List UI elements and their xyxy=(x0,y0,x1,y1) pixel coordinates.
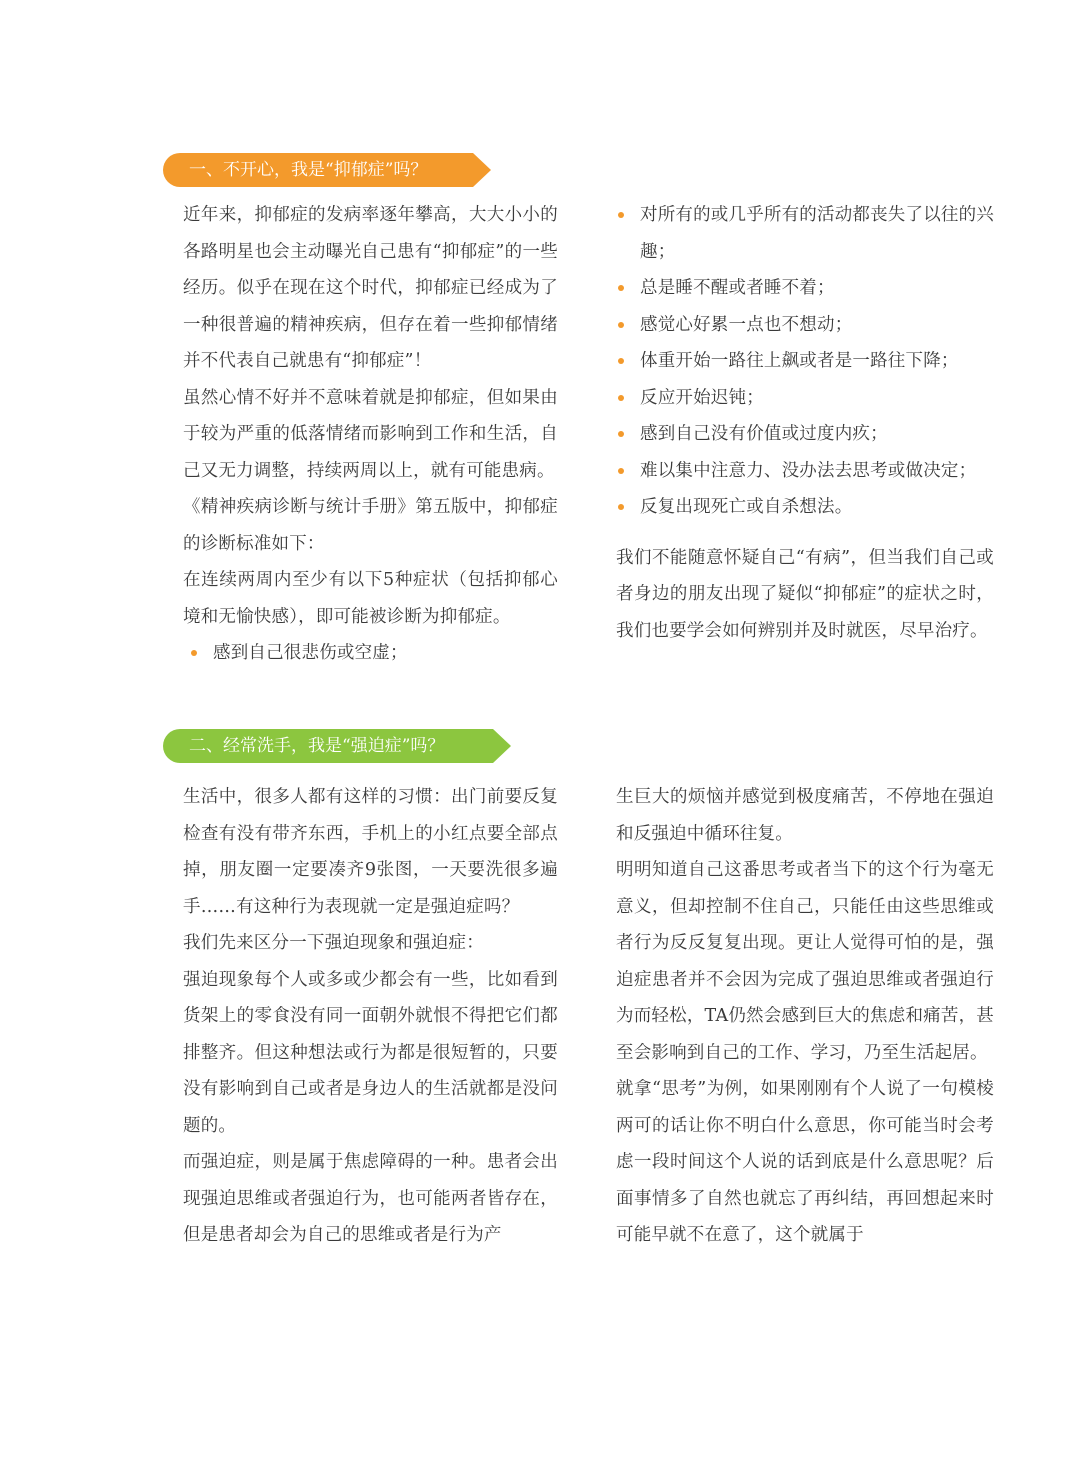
section2-right-paragraph: 就拿“思考”为例，如果刚刚有个人说了一句模棱两可的话让你不明白什么意思，你可能当时会考虑一段时间这个人说的话到底是什么意思呢？后面事情多了自然也就忘了再纠结，再回想起来时可能早就不在意了，这个就属于 xyxy=(616,1079,994,1245)
symptom-list-item xyxy=(616,197,994,270)
section2-right-paragraph: 生巨大的烦恼并感觉到极度痛苦，不停地在强迫和反强迫中循环往复。 xyxy=(616,787,994,844)
bullet-dot-icon xyxy=(618,504,624,510)
symptom-text: 感到自己很悲伤或空虚； xyxy=(213,643,408,663)
section2-right-paragraph: 明明知道自己这番思考或者当下的这个行为毫无意义，但却控制不住自己，只能任由这些思维或者行为反反复复出现。更让人觉得可怕的是，强迫症患者并不会因为完成了强迫思维或者强迫行为而轻松，TA仍然会感到巨大的焦虑和痛苦，甚至会影响到自己的工作、学习，乃至生活起居。 xyxy=(616,860,994,1063)
section1-left-paragraph: 在连续两周内至少有以下5种症状（包括抑郁心境和无愉快感），即可能被诊断为抑郁症。 xyxy=(183,570,558,627)
symptom-text: 总是睡不醒或者睡不着； xyxy=(640,278,835,298)
symptom-list-item xyxy=(616,343,994,380)
section1-left-symptom-list xyxy=(189,635,558,672)
section1-left-paragraph: 近年来，抑郁症的发病率逐年攀高，大大小小的各路明星也会主动曝光自己患有“抑郁症”的一些经历。似乎在现在这个时代，抑郁症已经成为了一种很普遍的精神疾病，但存在着一些抑郁情绪并不代表自己就患有“抑郁症”！ xyxy=(183,205,558,371)
section2-left-paragraph: 强迫现象每个人或多或少都会有一些，比如看到货架上的零食没有同一面朝外就恨不得把它们都排整齐。但这种想法或行为都是很短暂的，只要没有影响到自己或者是身边人的生活就都是没问题的。 xyxy=(183,969,558,1136)
section2-right-column xyxy=(616,779,994,1254)
bullet-dot-icon xyxy=(618,212,624,218)
section2-left-paragraph: 而强迫症，则是属于焦虑障碍的一种。患者会出现强迫思维或者强迫行为，也可能两者皆存在，但是患者却会为自己的思维或者是行为产 xyxy=(183,1152,558,1245)
symptom-list-item xyxy=(616,416,994,453)
symptom-list-item xyxy=(616,270,994,307)
symptom-list-item xyxy=(616,489,994,526)
symptom-text: 难以集中注意力、没办法去思考或做决定； xyxy=(640,460,977,481)
symptom-text: 反复出现死亡或自杀想法。 xyxy=(640,497,853,517)
symptom-list-item xyxy=(189,635,558,672)
bullet-dot-icon xyxy=(191,650,197,656)
symptom-list-item xyxy=(616,380,994,417)
symptom-list-item xyxy=(616,453,994,490)
bullet-dot-icon xyxy=(618,468,624,474)
section2-left-paragraph: 我们先来区分一下强迫现象和强迫症： xyxy=(183,933,484,953)
bullet-dot-icon xyxy=(618,322,624,328)
symptom-text: 反应开始迟钝； xyxy=(640,387,764,408)
section1-left-paragraph: 《精神疾病诊断与统计手册》第五版中，抑郁症的诊断标准如下： xyxy=(183,497,558,554)
bullet-dot-icon xyxy=(618,395,624,401)
section2-title-banner xyxy=(163,729,493,763)
section1-right-symptom-list xyxy=(616,197,994,526)
bullet-dot-icon xyxy=(618,358,624,364)
section1-left-paragraph: 虽然心情不好并不意味着就是抑郁症，但如果由于较为严重的低落情绪而影响到工作和生活，自己又无力调整，持续两周以上，就有可能患病。 xyxy=(183,387,558,481)
symptom-list-item xyxy=(616,307,994,344)
section2-left-column xyxy=(183,779,558,1254)
symptom-text: 对所有的或几乎所有的活动都丧失了以往的兴趣； xyxy=(640,205,994,262)
bullet-dot-icon xyxy=(618,431,624,437)
section1-right-paragraph: 我们不能随意怀疑自己“有病”，但当我们自己或者身边的朋友出现了疑似“抑郁症”的症状之时，我们也要学会如何辨别并及时就医，尽早治疗。 xyxy=(616,547,994,641)
symptom-text: 体重开始一路往上飙或者是一路往下降； xyxy=(640,351,959,371)
section2-left-paragraph: 生活中，很多人都有这样的习惯：出门前要反复检查有没有带齐东西，手机上的小红点要全部点掉，朋友圈一定要凑齐9张图，一天要洗很多遍手……有这种行为表现就一定是强迫症吗？ xyxy=(183,787,558,917)
section1-right-column xyxy=(616,197,994,649)
section1-title: 一、不开心，我是“抑郁症”吗？ xyxy=(189,160,428,180)
symptom-text: 感到自己没有价值或过度内疚； xyxy=(640,424,888,444)
section1-left-column xyxy=(183,197,558,672)
section1-title-banner xyxy=(163,153,473,187)
symptom-text: 感觉心好累一点也不想动； xyxy=(640,314,853,335)
section2-title: 二、经常洗手，我是“强迫症”吗？ xyxy=(189,736,445,756)
bullet-dot-icon xyxy=(618,285,624,291)
